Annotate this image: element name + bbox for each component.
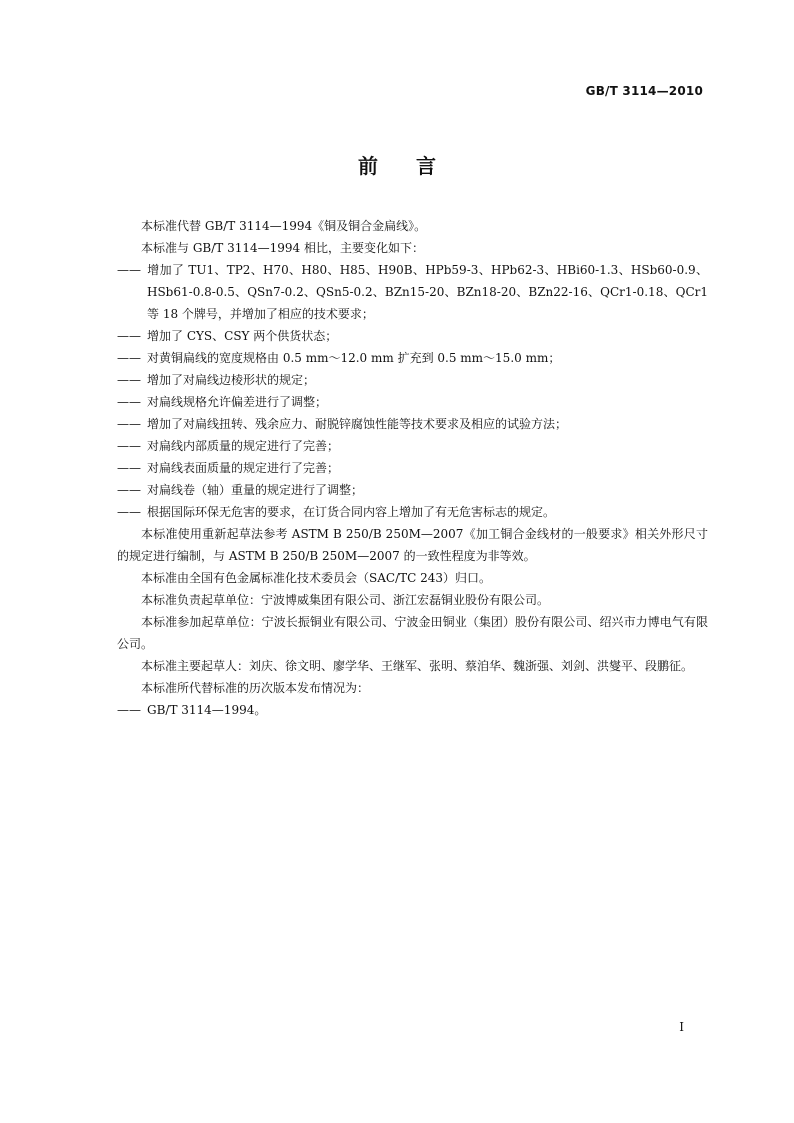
paragraph-lead-drafters: 本标准负责起草单位：宁波博威集团有限公司、浙江宏磊铜业股份有限公司。 <box>141 593 550 607</box>
paragraph-reference: 本标准使用重新起草法参考 ASTM B 250/B 250M—2007《加工铜合金线材的一般要求》相关外形尺寸的规定进行编制，与 ASTM B 250/B 250M—2007 的一致性程度为非等效。 <box>117 527 708 563</box>
paragraph-history-intro: 本标准所代替标准的历次版本发布情况为： <box>141 681 370 695</box>
dash-marker: —— <box>117 395 141 409</box>
dash-marker: —— <box>117 417 141 431</box>
list-item <box>117 479 708 501</box>
list-item <box>117 457 708 479</box>
list-item <box>117 391 708 413</box>
foreword-body <box>117 215 708 721</box>
dash-marker: —— <box>117 483 141 497</box>
dash-marker: —— <box>117 461 141 475</box>
dash-marker: —— <box>117 703 141 717</box>
standard-code: GB/T 3114—2010 <box>585 84 703 98</box>
paragraph-main-drafters: 本标准主要起草人：刘庆、徐文明、廖学华、王继军、张明、蔡洎华、魏浙强、刘剑、洪燮平、段鹏征。 <box>141 659 694 673</box>
list-item-text: 对扁线表面质量的规定进行了完善； <box>147 461 340 475</box>
list-item <box>117 435 708 457</box>
page-number: I <box>679 1020 684 1034</box>
list-item-text: 对扁线规格允许偏差进行了调整； <box>147 395 328 409</box>
list-item-text: 根据国际环保无危害的要求，在订货合同内容上增加了有无危害标志的规定。 <box>147 505 556 519</box>
list-item <box>117 369 708 391</box>
list-item <box>117 259 708 325</box>
list-item <box>117 325 708 347</box>
list-item-text: 增加了对扁线边棱形状的规定； <box>147 373 316 387</box>
dash-marker: —— <box>117 373 141 387</box>
history-item <box>117 699 708 721</box>
paragraph-replacement: 本标准代替 GB/T 3114—1994《铜及铜合金扁线》。 <box>141 219 427 233</box>
dash-marker: —— <box>117 505 141 519</box>
list-item-text: 增加了 CYS、CSY 两个供货状态； <box>147 329 338 343</box>
list-item-text: 对黄铜扁线的宽度规格由 0.5 mm～12.0 mm 扩充到 0.5 mm～15.0 mm； <box>147 351 561 365</box>
list-item-text: 增加了 TU1、TP2、H70、H80、H85、H90B、HPb59-3、HPb62-3、HBi60-1.3、HSb60-0.9、HSb61-0.8-0.5、QSn7-0.2、QSn5-0.2、BZn15-20、BZn18-20、BZn22-16、QCr1-0.18、QCr1 等 18 个牌号，并增加了相应的技术要求； <box>147 263 708 321</box>
list-item <box>117 347 708 369</box>
dash-marker: —— <box>117 439 141 453</box>
changes-list <box>117 259 708 523</box>
list-item-text: 增加了对扁线扭转、残余应力、耐脱锌腐蚀性能等技术要求及相应的试验方法； <box>147 417 568 431</box>
list-item <box>117 501 708 523</box>
page-title: 前言 <box>358 154 474 178</box>
list-item-text: 对扁线卷（轴）重量的规定进行了调整； <box>147 483 364 497</box>
paragraph-committee: 本标准由全国有色金属标准化技术委员会（SAC/TC 243）归口。 <box>141 571 492 585</box>
dash-marker: —— <box>117 329 141 343</box>
dash-marker: —— <box>117 351 141 365</box>
dash-marker: —— <box>117 263 141 277</box>
history-item-text: GB/T 3114—1994。 <box>147 703 267 717</box>
paragraph-participating-drafters: 本标准参加起草单位：宁波长振铜业有限公司、宁波金田铜业（集团）股份有限公司、绍兴市力博电气有限公司。 <box>117 615 708 651</box>
list-item <box>117 413 708 435</box>
list-item-text: 对扁线内部质量的规定进行了完善； <box>147 439 340 453</box>
paragraph-changes-intro: 本标准与 GB/T 3114—1994 相比，主要变化如下： <box>141 241 424 255</box>
